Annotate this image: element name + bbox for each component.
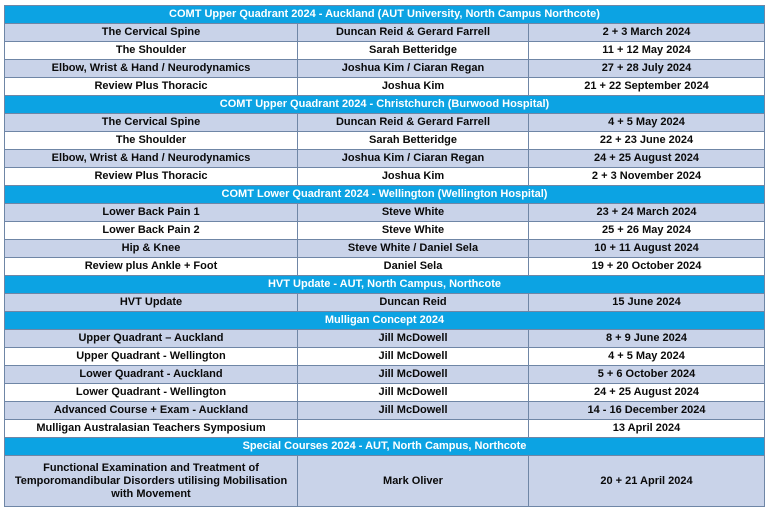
course-row [5,330,765,348]
presenter-name: Steve White [298,222,529,240]
presenter-name: Jill McDowell [298,384,529,402]
course-name: Upper Quadrant – Auckland [5,330,298,348]
course-row [5,348,765,366]
section-header-row [5,312,765,330]
course-row [5,42,765,60]
section-header-row [5,276,765,294]
course-dates: 21 + 22 September 2024 [529,78,765,96]
course-row [5,204,765,222]
presenter-name: Jill McDowell [298,366,529,384]
presenter-name: Duncan Reid [298,294,529,312]
course-dates: 24 + 25 August 2024 [529,150,765,168]
presenter-name: Jill McDowell [298,330,529,348]
presenter-name [298,420,529,438]
course-schedule-table [4,5,765,507]
course-row [5,60,765,78]
course-name: The Shoulder [5,132,298,150]
course-name: Review Plus Thoracic [5,78,298,96]
course-dates: 20 + 21 April 2024 [529,456,765,507]
course-dates: 24 + 25 August 2024 [529,384,765,402]
section-header-row [5,6,765,24]
course-name: Advanced Course + Exam - Auckland [5,402,298,420]
course-row [5,168,765,186]
course-name: Hip & Knee [5,240,298,258]
course-dates: 2 + 3 March 2024 [529,24,765,42]
presenter-name: Jill McDowell [298,402,529,420]
course-name: Lower Back Pain 1 [5,204,298,222]
course-name: Review Plus Thoracic [5,168,298,186]
course-row [5,78,765,96]
section-title: COMT Upper Quadrant 2024 - Christchurch (Burwood Hospital) [5,96,765,114]
course-name: Elbow, Wrist & Hand / Neurodynamics [5,150,298,168]
presenter-name: Joshua Kim / Ciaran Regan [298,150,529,168]
course-row [5,24,765,42]
course-row [5,222,765,240]
course-row [5,456,765,507]
course-dates: 11 + 12 May 2024 [529,42,765,60]
course-row [5,240,765,258]
course-row [5,384,765,402]
course-dates: 10 + 11 August 2024 [529,240,765,258]
course-dates: 27 + 28 July 2024 [529,60,765,78]
section-title: COMT Lower Quadrant 2024 - Wellington (Wellington Hospital) [5,186,765,204]
course-dates: 22 + 23 June 2024 [529,132,765,150]
presenter-name: Mark Oliver [298,456,529,507]
presenter-name: Duncan Reid & Gerard Farrell [298,24,529,42]
presenter-name: Duncan Reid & Gerard Farrell [298,114,529,132]
course-name: Elbow, Wrist & Hand / Neurodynamics [5,60,298,78]
course-name: Functional Examination and Treatment of Temporomandibular Disorders utilising Mobilisation with Movement [5,456,298,507]
schedule-wrapper [4,5,765,507]
course-name: Upper Quadrant - Wellington [5,348,298,366]
course-dates: 19 + 20 October 2024 [529,258,765,276]
course-name: The Shoulder [5,42,298,60]
presenter-name: Sarah Betteridge [298,132,529,150]
course-name: HVT Update [5,294,298,312]
course-row [5,258,765,276]
presenter-name: Steve White [298,204,529,222]
course-dates: 14 - 16 December 2024 [529,402,765,420]
course-dates: 23 + 24 March 2024 [529,204,765,222]
presenter-name: Sarah Betteridge [298,42,529,60]
section-header-row [5,186,765,204]
section-header-row [5,438,765,456]
section-title: Special Courses 2024 - AUT, North Campus, Northcote [5,438,765,456]
course-name: Lower Back Pain 2 [5,222,298,240]
course-name: Review plus Ankle + Foot [5,258,298,276]
course-row [5,294,765,312]
course-dates: 15 June 2024 [529,294,765,312]
presenter-name: Joshua Kim / Ciaran Regan [298,60,529,78]
course-row [5,114,765,132]
course-dates: 4 + 5 May 2024 [529,348,765,366]
section-header-row [5,96,765,114]
course-row [5,150,765,168]
course-name: Mulligan Australasian Teachers Symposium [5,420,298,438]
course-dates: 2 + 3 November 2024 [529,168,765,186]
course-row [5,402,765,420]
section-title: Mulligan Concept 2024 [5,312,765,330]
section-title: COMT Upper Quadrant 2024 - Auckland (AUT University, North Campus Northcote) [5,6,765,24]
presenter-name: Steve White / Daniel Sela [298,240,529,258]
course-name: Lower Quadrant - Wellington [5,384,298,402]
presenter-name: Joshua Kim [298,168,529,186]
course-dates: 8 + 9 June 2024 [529,330,765,348]
course-name: The Cervical Spine [5,24,298,42]
presenter-name: Joshua Kim [298,78,529,96]
presenter-name: Jill McDowell [298,348,529,366]
course-name: The Cervical Spine [5,114,298,132]
section-title: HVT Update - AUT, North Campus, Northcote [5,276,765,294]
course-dates: 5 + 6 October 2024 [529,366,765,384]
course-name: Lower Quadrant - Auckland [5,366,298,384]
course-row [5,366,765,384]
course-dates: 25 + 26 May 2024 [529,222,765,240]
course-row [5,132,765,150]
course-dates: 13 April 2024 [529,420,765,438]
presenter-name: Daniel Sela [298,258,529,276]
course-dates: 4 + 5 May 2024 [529,114,765,132]
course-row [5,420,765,438]
